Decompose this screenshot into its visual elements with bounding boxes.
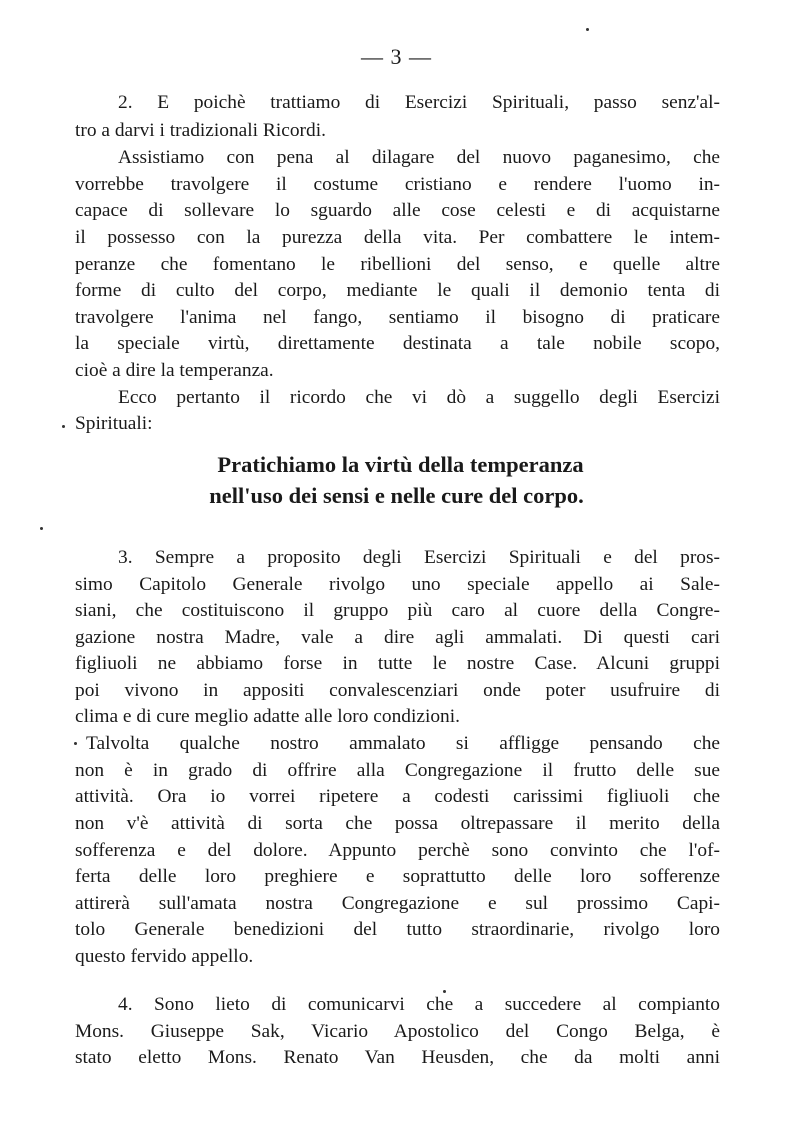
paragraph-line: tro a darvi i tradizionali Ricordi. [75, 120, 326, 141]
paragraph-line: attività. Ora io vorrei ripetere a codesti carissimi figliuoli che [75, 786, 720, 807]
paragraph-line: la speciale virtù, direttamente destinata a tale nobile scopo, [75, 333, 720, 354]
paragraph-line: non è in grado di offrire alla Congregazione il frutto delle sue [75, 760, 720, 781]
paragraph-line: sofferenza e del dolore. Appunto perchè sono convinto che l'of- [75, 840, 720, 861]
paragraph-line: simo Capitolo Generale rivolgo uno speciale appello ai Sale- [75, 574, 720, 595]
scan-speck [74, 742, 77, 745]
paragraph-line: stato eletto Mons. Renato Van Heusden, che da molti anni [75, 1047, 720, 1068]
paragraph-line: attirerà sull'amata nostra Congregazione e sul prossimo Capi- [75, 893, 720, 914]
paragraph-line: Talvolta qualche nostro ammalato si affligge pensando che [86, 733, 720, 754]
scan-speck [62, 425, 65, 428]
paragraph-line: il possesso con la purezza della vita. Per combattere le intem- [75, 227, 720, 248]
section-heading-line-2: nell'uso dei sensi e nelle cure del corpo. [209, 483, 584, 508]
paragraph-line: non v'è attività di sorta che possa oltrepassare il merito della [75, 813, 720, 834]
paragraph-line: tolo Generale benedizioni del tutto straordinarie, rivolgo loro [75, 919, 720, 940]
paragraph-line: 4. Sono lieto di comunicarvi che a succedere al compianto [118, 994, 720, 1015]
scan-speck [586, 28, 589, 31]
paragraph-line: questo fervido appello. [75, 946, 254, 967]
paragraph-line: travolgere l'anima nel fango, sentiamo il bisogno di praticare [75, 307, 720, 328]
paragraph-line: Assistiamo con pena al dilagare del nuovo paganesimo, che [118, 147, 720, 168]
scan-speck [443, 990, 446, 993]
scan-speck [40, 527, 43, 530]
paragraph-line: figliuoli ne abbiamo forse in tutte le nostre Case. Alcuni gruppi [75, 653, 720, 674]
paragraph-line: forme di culto del corpo, mediante le quali il demonio tenta di [75, 280, 720, 301]
page-number: — 3 — [361, 44, 432, 69]
paragraph-line: siani, che costituiscono il gruppo più caro al cuore della Congre- [75, 600, 720, 621]
paragraph-line: Spirituali: [75, 413, 153, 434]
paragraph-line: ferta delle loro preghiere e soprattutto delle loro sofferenze [75, 866, 720, 887]
paragraph-line: 2. E poichè trattiamo di Esercizi Spirituali, passo senz'al- [118, 92, 720, 113]
paragraph-line: cioè a dire la temperanza. [75, 360, 274, 381]
paragraph-line: Mons. Giuseppe Sak, Vicario Apostolico del Congo Belga, è [75, 1021, 720, 1042]
paragraph-line: vorrebbe travolgere il costume cristiano e rendere l'uomo in- [75, 174, 720, 195]
paragraph-line: peranze che fomentano le ribellioni del senso, e quelle altre [75, 254, 720, 275]
section-heading-line-1: Pratichiamo la virtù della temperanza [217, 452, 584, 477]
paragraph-line: capace di sollevare lo sguardo alle cose celesti e di acquistarne [75, 200, 720, 221]
paragraph-line: clima e di cure meglio adatte alle loro condizioni. [75, 706, 460, 727]
paragraph-line: poi vivono in appositi convalescenziari onde poter usufruire di [75, 680, 720, 701]
paragraph-line: gazione nostra Madre, vale a dire agli ammalati. Di questi cari [75, 627, 720, 648]
paragraph-line: 3. Sempre a proposito degli Esercizi Spirituali e del pros- [118, 547, 720, 568]
paragraph-line: Ecco pertanto il ricordo che vi dò a suggello degli Esercizi [118, 387, 720, 408]
